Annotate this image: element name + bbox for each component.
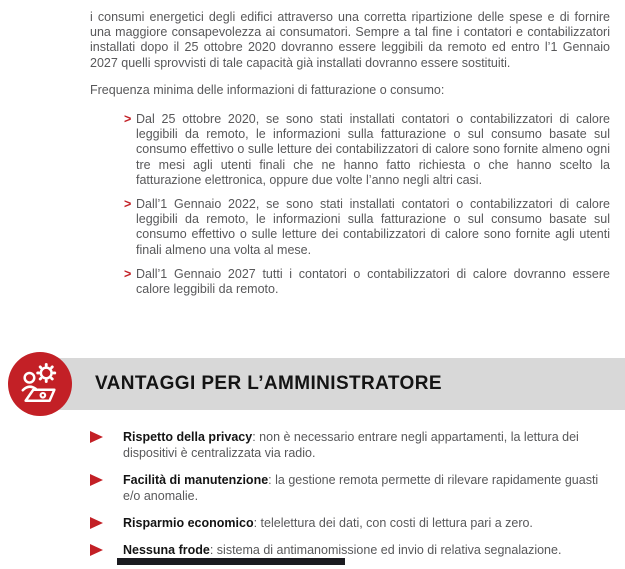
- triangle-right-icon: [90, 542, 123, 558]
- section-title-bar: [58, 358, 625, 410]
- advantage-description: : telelettura dei dati, con costi di lettura pari a zero.: [253, 516, 533, 530]
- list-item: [90, 472, 610, 504]
- triangle-right-icon: [90, 429, 123, 461]
- advantages-list: [90, 429, 610, 569]
- advantage-text: [123, 429, 610, 461]
- advantage-title: Nessuna frode: [123, 543, 210, 557]
- administrator-badge: [8, 352, 72, 416]
- list-item: [124, 267, 610, 297]
- triangle-right-icon: [90, 515, 123, 531]
- frequency-heading: Frequenza minima delle informazioni di fatturazione o consumo:: [90, 82, 445, 97]
- frequency-list: [124, 112, 610, 297]
- advantage-text: [123, 472, 610, 504]
- next-section-bar: [117, 558, 345, 565]
- regulation-text-block: [90, 10, 610, 306]
- list-item: [90, 515, 610, 531]
- person-gear-laptop-icon: [17, 361, 63, 407]
- list-item-text: Dall’1 Gennaio 2022, se sono stati installati contatori o contabilizzatori di calore leggibili da remoto, le informazioni sulla fatturazione o sul consumo basate sul consumo effettivo o sulle letture dei contabilizzatori di calore sono fornite agli utenti finali almeno una volta al mese.: [136, 197, 610, 257]
- list-item: [124, 112, 610, 188]
- list-item: [124, 197, 610, 258]
- arrow-right-icon: >: [124, 266, 132, 281]
- gear-icon: [38, 364, 55, 381]
- advantage-text: [123, 515, 610, 531]
- list-item-text: Dall’1 Gennaio 2027 tutti i contatori o contabilizzatori di calore dovranno essere calore leggibili da remoto.: [136, 266, 610, 297]
- arrow-right-icon: >: [124, 112, 132, 127]
- advantage-title: Rispetto della privacy: [123, 430, 253, 444]
- advantage-title: Facilità di manutenzione: [123, 473, 269, 487]
- advantage-description: : la gestione remota permette di rilevare rapidamente guasti e/o anomalie.: [123, 473, 599, 503]
- triangle-right-icon: [90, 472, 123, 504]
- list-item-text: Dal 25 ottobre 2020, se sono stati installati contatori o contabilizzatori di calore leggibili da remoto, le informazioni sulla fatturazione o sul consumo basate sul consumo effettivo o sulle letture dei contabilizzatori di calore sono fornite almeno ogni tre mesi agli utenti finali che ne hanno fatto richiesta o che hanno scelto la fatturazione elettronica, oppure due volte l’anno negli altri casi.: [136, 112, 610, 187]
- list-item: [90, 542, 610, 558]
- laptop-icon: [26, 390, 55, 401]
- advantage-description: : sistema di antimanomissione ed invio di relativa segnalazione.: [209, 543, 562, 557]
- advantage-text: [123, 542, 610, 558]
- advantage-title: Risparmio economico: [123, 516, 254, 530]
- intro-paragraph: i consumi energetici degli edifici attraverso una corretta ripartizione delle spese e di fornire una maggiore consapevolezza ai consumatori. Sempre a tal fine i contatori e contabilizzatori installati dopo il 25 ottobre 2020 dovranno essere leggibili da remoto ed entro l’1 Gennaio 2027 quelli sprovvisti di tale capacità già installati dovranno essere sostituiti.: [90, 10, 610, 70]
- advantage-description: : non è necessario entrare negli appartamenti, la lettura dei dispositivi è centralizzata via radio.: [123, 430, 579, 460]
- arrow-right-icon: >: [124, 197, 132, 212]
- list-item: [90, 429, 610, 461]
- section-title: VANTAGGI PER L’AMMINISTRATORE: [95, 373, 442, 394]
